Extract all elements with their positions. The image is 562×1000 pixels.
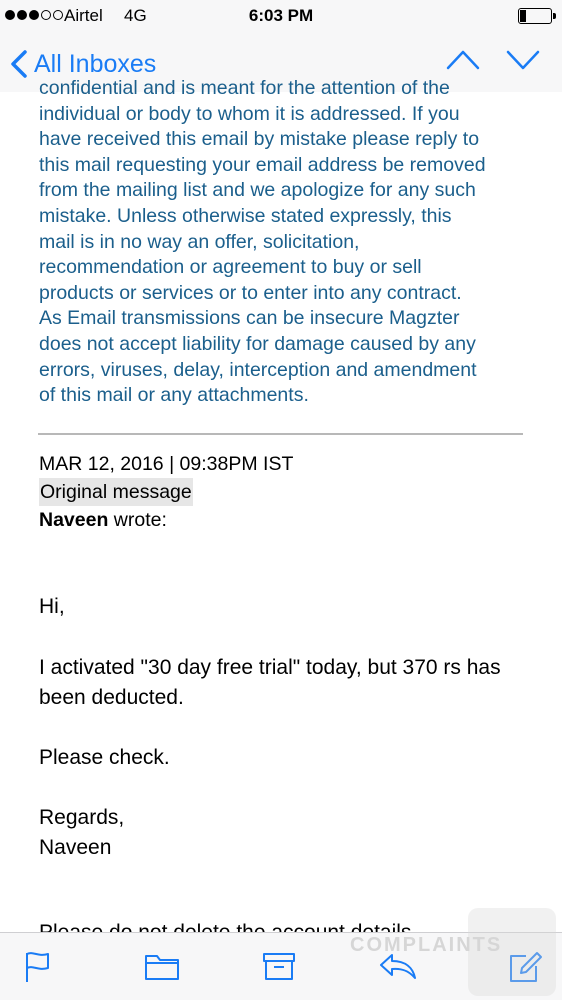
flag-button[interactable] bbox=[24, 951, 52, 988]
watermark-text: COMPLAINTS bbox=[350, 934, 503, 956]
chevron-up-icon bbox=[446, 48, 480, 70]
network-type: 4G bbox=[124, 6, 147, 25]
reply-button[interactable] bbox=[378, 951, 418, 986]
status-bar bbox=[0, 0, 562, 32]
greeting: Hi, bbox=[39, 595, 65, 618]
archive-button[interactable] bbox=[262, 951, 296, 986]
wrote-label: wrote: bbox=[108, 509, 167, 531]
reply-icon bbox=[378, 951, 418, 981]
signature: Naveen bbox=[39, 836, 112, 859]
carrier-name: Airtel bbox=[64, 6, 103, 25]
flag-icon bbox=[24, 951, 52, 983]
clock: 6:03 PM bbox=[248, 6, 314, 25]
folder-icon bbox=[144, 951, 180, 981]
original-message-label: Original message bbox=[39, 478, 193, 506]
quoted-message-date: MAR 12, 2016 | 09:38PM IST bbox=[39, 453, 294, 475]
back-button-label: All Inboxes bbox=[34, 49, 157, 78]
chevron-left-icon bbox=[10, 49, 28, 79]
compose-icon bbox=[508, 951, 542, 983]
message-line: I activated "30 day free trial" today, but 370 rs has been deducted. bbox=[39, 656, 501, 709]
sender-name: Naveen bbox=[39, 509, 109, 531]
bottom-toolbar bbox=[0, 932, 562, 1000]
email-disclaimer: confidential and is meant for the attention of the individual or body to whom it is addressed. If you have received this email by mistake please reply to this mail requesting your email address be removed from the mailing list and we apologize for any such mistake. Unless otherwise stated expressly, this mail is in no way an offer, solicitation, recommendation or agreement to buy or sell products or services or to enter into any contract. As Email transmissions can be insecure Magzter does not accept liability for damage caused by any errors, viruses, delay, interception and amendment of this mail or any attachments. bbox=[39, 77, 486, 407]
archive-icon bbox=[262, 951, 296, 981]
previous-message-button[interactable] bbox=[446, 48, 480, 75]
email-body[interactable] bbox=[0, 77, 562, 932]
next-message-button[interactable] bbox=[506, 48, 540, 75]
move-to-folder-button[interactable] bbox=[144, 951, 180, 986]
message-line: Please check. bbox=[39, 746, 170, 769]
battery-icon bbox=[518, 8, 552, 24]
sender-line bbox=[39, 506, 293, 534]
divider bbox=[38, 433, 523, 435]
quoted-message-header bbox=[39, 450, 293, 534]
closing: Regards, bbox=[39, 806, 125, 829]
compose-button[interactable] bbox=[508, 951, 542, 988]
chevron-down-icon bbox=[506, 48, 540, 70]
